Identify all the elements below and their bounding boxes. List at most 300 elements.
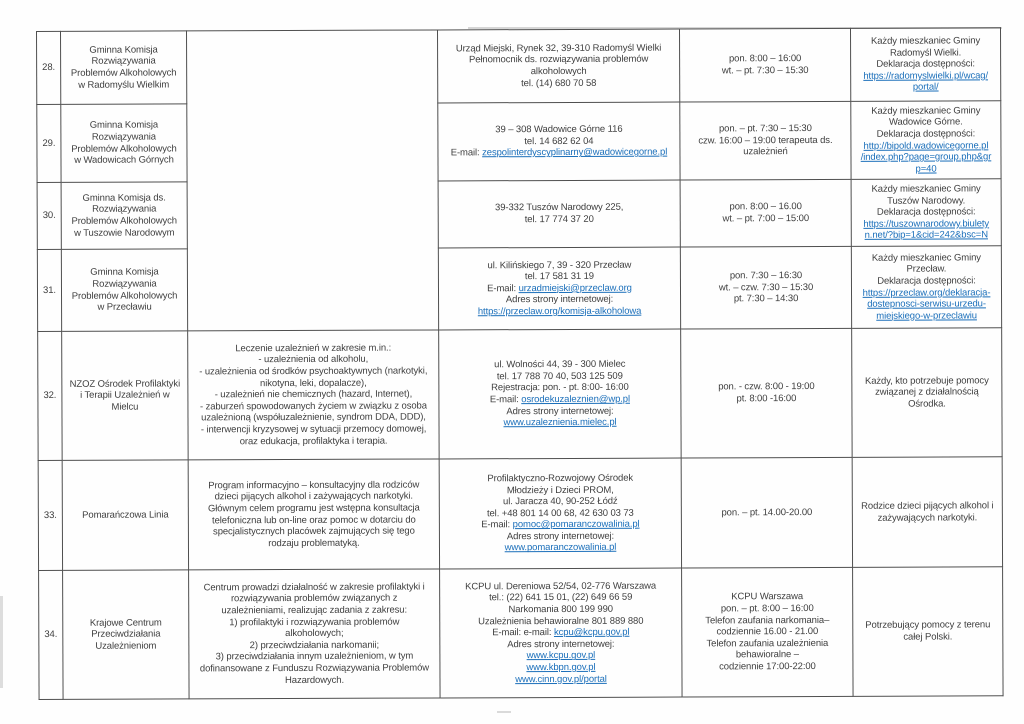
text-segment: Problemów Alkoholowych [71, 289, 178, 302]
text-segment: Problemów Alkoholowych [71, 215, 178, 227]
text-line [683, 135, 847, 147]
text-segment: pt. 7:30 – 14:30 [733, 293, 799, 305]
text-segment: Pełnomocnik ds. rozwiązywania problemów [468, 54, 649, 66]
cell-recipients [850, 28, 1000, 102]
text-line [192, 491, 436, 504]
hyperlink[interactable]: www.kcpu.gov.pl [526, 650, 596, 662]
text-line [683, 146, 847, 158]
text-line [443, 507, 678, 519]
text-segment: 39-332 Tuszów Narodowy 225, [495, 202, 624, 214]
text-line [441, 42, 676, 54]
text-segment: codziennie 17:00-22:00 [719, 660, 816, 673]
table-row [37, 246, 1001, 332]
text-line [65, 204, 184, 216]
text-line [855, 375, 998, 387]
text-line [192, 502, 436, 515]
text-line [192, 581, 436, 594]
table-row [37, 101, 1001, 183]
text-line [855, 163, 998, 175]
text-line [192, 514, 436, 527]
text-segment: oraz edukacja, profilaktyka i terapia. [239, 435, 388, 447]
text-line [64, 131, 183, 143]
text-line [192, 604, 436, 617]
text-segment: Rozwiązywania [92, 278, 157, 290]
cell-institution-name [61, 104, 187, 182]
cell-institution-name [63, 570, 189, 699]
text-line [685, 661, 849, 673]
cell-row-number: 34. [39, 570, 63, 699]
table-row [38, 457, 1002, 571]
hyperlink[interactable]: n.net/?bip=1&cid=242&bsc=N [864, 229, 988, 242]
text-segment: tel. 17 581 31 19 [524, 270, 595, 283]
text-line [685, 507, 849, 519]
text-segment: tel. 17 774 37 20 [524, 213, 594, 226]
text-segment: Deklaracja dostępności: [877, 275, 976, 287]
hyperlink[interactable]: dostepnosci-serwisu-urzedu- [867, 298, 986, 310]
text-line [683, 53, 847, 65]
text-segment: w Tuszowie Narodowym [74, 227, 175, 239]
text-line [191, 377, 435, 390]
text-line [854, 105, 997, 117]
table-row [39, 567, 1003, 700]
text-line [855, 195, 998, 207]
text-segment: NZOZ Ośrodek Profilaktyki [69, 378, 181, 390]
cell-recipients [851, 101, 1001, 180]
text-segment: Narkomania 800 199 990 [508, 603, 613, 616]
text-line [65, 227, 184, 239]
text-line [65, 302, 184, 314]
text-line [443, 542, 678, 554]
hyperlink[interactable]: https://radomyslwielki.pl/wcag/ [863, 70, 989, 82]
cell-hours [682, 567, 853, 697]
text-segment: czw. 16:00 – 19:00 terapeuta ds. [698, 134, 833, 147]
text-line [856, 620, 999, 632]
text-segment: Urząd Miejski, Rynek 32, 39-310 Radomyśl Wielki [455, 42, 662, 55]
text-line [443, 580, 678, 592]
text-segment: - interwencji kryzysowej w sytuacji przemocy domowej, [200, 423, 427, 436]
text-line [855, 275, 998, 287]
text-segment: E-mail: [489, 394, 522, 406]
text-line [64, 155, 183, 167]
text-line [855, 398, 998, 410]
text-line [66, 640, 185, 652]
text-segment: w Wadowicach Górnych [74, 154, 174, 166]
cell-description [187, 30, 439, 331]
text-line [442, 305, 677, 317]
text-line [443, 472, 678, 484]
text-line [855, 387, 998, 399]
cell-recipients [853, 567, 1003, 697]
cell-row-number: 32. [38, 331, 62, 460]
text-segment: tel.: (22) 641 15 01, (22) 649 66 59 [489, 592, 633, 604]
text-line [443, 673, 678, 685]
text-line [442, 282, 677, 294]
text-line [64, 79, 183, 91]
text-segment: Deklaracja dostępności: [876, 206, 976, 218]
text-line [191, 342, 435, 355]
text-line [443, 496, 678, 508]
cell-contact [437, 29, 679, 103]
text-line [854, 151, 997, 163]
text-segment: Młodzieży i Dzieci PROM, [506, 484, 614, 496]
text-segment: specjalistycznych placówek zajmujących się tego [213, 525, 415, 538]
text-line [191, 354, 435, 367]
text-segment: w Radomyślu Wielkim [78, 79, 170, 91]
hyperlink[interactable]: osrodekuzaleznien@wp.pl [521, 393, 631, 406]
text-line [442, 202, 677, 214]
text-segment: Rozwiązywania [92, 203, 157, 216]
cell-hours [680, 179, 851, 247]
text-line [441, 124, 676, 136]
text-line [856, 512, 999, 524]
institutions-table-body [37, 28, 1004, 700]
text-line [66, 617, 185, 629]
text-line [442, 394, 677, 406]
text-segment: pon. – pt. 7:30 – 15:30 [718, 123, 812, 135]
text-segment: rozwiązywania problemów związanych z [230, 593, 398, 605]
cell-row-number: 31. [37, 249, 61, 331]
text-segment: Program informacyjno – konsultacyjny dla rodziców [208, 479, 420, 492]
text-segment: tel. (14) 680 70 58 [521, 77, 597, 89]
hyperlink[interactable]: kcpu@kcpu.gov.pl [553, 626, 630, 639]
cell-contact [438, 180, 680, 248]
text-segment: KCPU ul. Dereniowa 52/54, 02-776 Warszawa [465, 580, 657, 593]
text-line [442, 271, 677, 283]
hyperlink[interactable]: pomoc@pomaranczowalinia.pl [512, 518, 640, 531]
text-line [441, 135, 676, 147]
text-segment: w Przecławiu [97, 301, 152, 313]
hyperlink[interactable]: zespolinterdyscyplinarny@wadowicegorne.pl [482, 146, 668, 159]
text-segment: tel. 14 682 62 04 [524, 135, 594, 147]
text-line [685, 614, 849, 626]
text-line [684, 293, 848, 305]
text-line [443, 604, 678, 616]
text-segment: Leczenie uzależnień w zakresie m.in.: [235, 342, 392, 355]
text-segment: Każdy mieszkaniec Gminy [871, 183, 981, 195]
text-segment: ul. Wolności 44, 39 - 300 Mielec [494, 358, 626, 371]
hyperlink[interactable]: www.kbpn.gov.pl [526, 661, 596, 674]
text-segment: ul. Kilińskiego 7, 39 - 320 Przecław [487, 259, 632, 271]
text-line [442, 370, 677, 382]
text-line [442, 259, 677, 271]
text-segment: alkoholowych; [285, 628, 344, 640]
hyperlink[interactable]: p=40 [915, 163, 937, 175]
cell-row-number: 29. [37, 104, 61, 182]
text-line [443, 650, 678, 662]
text-segment: 2) przeciwdziałania narkomanii; [249, 639, 380, 651]
text-line [854, 82, 997, 94]
text-segment: Uzależnieniom [95, 640, 157, 652]
text-line [443, 484, 678, 496]
text-line [443, 615, 678, 627]
text-line [192, 628, 436, 641]
text-segment: Pomarańczowa Linia [82, 509, 169, 521]
cell-recipients [852, 457, 1002, 568]
cell-hours [680, 246, 851, 329]
text-line [191, 400, 435, 413]
text-segment: tel. 17 788 70 40, 503 125 509 [496, 370, 623, 383]
text-segment: Telefon zaufania uzależnienia [706, 637, 829, 650]
text-segment: pon. 7:30 – 16:30 [729, 270, 803, 282]
text-line [64, 120, 183, 132]
text-line [192, 674, 436, 687]
text-segment: Gminna Komisja ds. [82, 192, 166, 204]
text-segment: 1) profilaktyki i rozwiązywania problemów [229, 616, 400, 628]
hyperlink[interactable]: miejskiego-w-przeclawiu [876, 310, 977, 322]
text-line [192, 537, 436, 550]
text-line [191, 412, 435, 425]
text-line [684, 282, 848, 294]
text-segment: alkoholowych [530, 65, 587, 78]
text-segment: codziennie 16.00 - 21.00 [716, 626, 819, 638]
text-line [855, 298, 998, 310]
hyperlink[interactable]: https://przeclaw.org/komisja-alkoholowa [477, 305, 642, 318]
text-segment: Tuszów Narodowy. [887, 195, 966, 207]
cell-hours [681, 457, 852, 568]
cell-recipients [851, 179, 1001, 247]
text-segment: Gminna Komisja [90, 266, 159, 279]
text-segment: telefoniczna lub on-line oraz pomoc w dotarciu do [211, 514, 416, 526]
text-line [854, 140, 997, 152]
text-line [65, 192, 184, 204]
text-segment: dofinansowane z Funduszu Rozwiązywania Problemów [199, 662, 430, 675]
text-line [684, 393, 848, 405]
text-line [856, 500, 999, 512]
text-line [685, 649, 849, 661]
text-line [443, 530, 678, 542]
text-segment: E-mail: [487, 282, 519, 294]
text-segment: związanej z działalnością [875, 386, 979, 398]
hyperlink[interactable]: https://tuszownarodowy.biulety [863, 218, 990, 230]
hyperlink[interactable]: https://przeclaw.org/deklaracja- [862, 286, 991, 299]
text-segment: Uzależnienia behawioralne 801 889 880 [478, 615, 644, 627]
text-line [685, 626, 849, 638]
text-segment: Każdy mieszkaniec Gminy [870, 35, 981, 47]
text-line [855, 264, 998, 276]
text-line [442, 214, 677, 226]
text-line [684, 201, 848, 213]
text-line [443, 638, 678, 650]
text-line [65, 290, 184, 302]
hyperlink[interactable]: http://bipold.wadowicegorne.pl [863, 139, 989, 152]
text-line [65, 390, 184, 402]
hyperlink[interactable]: www.cinn.gov.pl/portal [515, 673, 607, 685]
text-segment: Adres strony internetowej: [507, 638, 615, 650]
text-line [65, 401, 184, 413]
text-segment: całej Polski. [903, 631, 953, 643]
text-segment: uzależnień [743, 146, 788, 158]
text-line [191, 389, 435, 402]
text-line [854, 59, 997, 71]
cell-hours [681, 328, 852, 458]
cell-institution-name [61, 182, 187, 249]
text-line [855, 287, 998, 299]
text-segment: nikotyna, leki, dopalacze), [260, 377, 367, 389]
text-segment: Gminna Komisja [89, 119, 159, 132]
institutions-table [36, 27, 1004, 700]
text-segment: Adres strony internetowej: [505, 294, 614, 306]
text-line [65, 378, 184, 390]
text-segment: tel. +48 801 14 00 68, 42 630 03 73 [486, 507, 634, 519]
cell-hours [680, 101, 851, 180]
text-segment: pon. - czw. 8:00 - 19:00 [718, 381, 815, 393]
text-segment: Ośrodka. [908, 398, 946, 410]
text-segment: Mielcu [111, 401, 139, 413]
cell-contact [438, 102, 680, 181]
cell-contact [439, 458, 681, 569]
text-segment: wt. – pt. 7:30 – 15:30 [721, 65, 809, 77]
text-line [442, 417, 677, 429]
text-line [442, 359, 677, 371]
text-segment: i Terapii Uzależnień w [80, 389, 170, 402]
text-segment: Krajowe Centrum [89, 617, 162, 629]
text-line [684, 381, 848, 393]
text-segment: wt. – czw. 7:30 – 15:30 [718, 281, 814, 294]
text-segment: - zaburzeń spowodowanych życiem w związku z osoba [199, 400, 427, 413]
text-line [855, 218, 998, 230]
table-row [37, 179, 1001, 250]
text-segment: pon. 8:00 – 16:00 [728, 53, 802, 65]
text-segment: Przeciwdziałania [91, 628, 161, 640]
hyperlink[interactable]: www.uzaleznienia.mielec.pl [503, 416, 617, 429]
text-segment: Potrzebujący pomocy z terenu [865, 619, 991, 632]
text-segment: - uzależnienia od środków psychoaktywnych (narkotyki, [199, 365, 428, 378]
text-line [66, 629, 185, 641]
text-line [64, 143, 183, 155]
cell-institution-name [62, 460, 188, 570]
text-segment: dzieci pijących alkohol i zażywających narkotyki. [214, 490, 413, 503]
text-segment: Adres strony internetowej: [506, 405, 614, 417]
text-line [65, 215, 184, 227]
text-segment: - uzależnień nie chemicznych (hazard, Internet), [214, 388, 413, 401]
text-line [441, 54, 676, 66]
text-line [855, 230, 998, 242]
text-line [854, 70, 997, 82]
table-row [38, 328, 1002, 461]
text-line [442, 405, 677, 417]
text-line [442, 382, 677, 394]
hyperlink[interactable]: www.pomaranczowalinia.pl [504, 542, 617, 554]
text-segment: E-mail: [481, 519, 513, 531]
text-line [192, 593, 436, 606]
text-segment: rodzaju problematyką. [268, 537, 360, 549]
text-segment: Problemów Alkoholowych [70, 67, 177, 79]
cell-institution-name [61, 249, 187, 331]
text-segment: Każdy mieszkaniec Gminy [871, 252, 981, 264]
text-line [684, 213, 848, 225]
cell-row-number: 33. [38, 460, 62, 570]
hyperlink[interactable]: portal/ [912, 81, 939, 94]
text-line [683, 123, 847, 135]
text-segment: Hazardowych. [284, 674, 345, 686]
text-segment: pt. 8:00 -16:00 [736, 393, 797, 405]
text-line [192, 662, 436, 675]
text-segment: Problemów Alkoholowych [71, 142, 177, 155]
text-segment: Gminna Komisja [89, 44, 158, 56]
table-row [37, 28, 1001, 105]
cell-description [188, 459, 439, 570]
text-segment: wt. – pt. 7:00 – 15:00 [722, 213, 810, 225]
text-segment: Rozwiązywania [91, 131, 157, 143]
text-line [64, 44, 183, 56]
text-segment: Głównym celem programu jest wstępna konsultacja [207, 502, 420, 515]
text-line [854, 128, 997, 140]
text-segment: E-mail: e-mail: [492, 627, 554, 639]
text-segment: behawioralne – [735, 649, 799, 661]
cell-contact [438, 247, 680, 330]
text-line [66, 509, 185, 521]
text-segment: Wadowice Górne. [889, 116, 963, 129]
text-line [685, 603, 849, 615]
text-line [441, 77, 676, 89]
text-segment: uzależnieniami, realizując zadania z zakresu: [221, 604, 408, 617]
text-line [854, 35, 997, 47]
scan-artifact-left-edge [0, 596, 3, 688]
text-segment: KCPU Warszawa [731, 591, 804, 603]
text-line [442, 294, 677, 306]
cell-contact [440, 568, 682, 698]
text-line [64, 56, 183, 68]
text-segment: - uzależnienia od alkoholu, [258, 354, 369, 366]
text-line [192, 479, 436, 492]
text-segment: Rodzice dzieci pijących alkohol i [861, 500, 994, 512]
text-segment: Każdy mieszkaniec Gminy [871, 105, 981, 117]
cell-row-number: 30. [37, 182, 61, 249]
text-line [855, 252, 998, 264]
text-line [684, 270, 848, 282]
text-segment: Deklaracja dostępności: [876, 128, 976, 140]
text-line [855, 183, 998, 195]
text-line [443, 592, 678, 604]
text-line [441, 66, 676, 78]
text-segment: Deklaracja dostępności: [876, 58, 975, 70]
text-line [854, 47, 997, 59]
hyperlink[interactable]: /index.php?page=group.php&gr [860, 151, 992, 163]
text-segment: 3) przeciwdziałania innym uzależnieniom, w tym [215, 650, 414, 663]
hyperlink[interactable]: urzadmiejski@przeclaw.org [518, 282, 632, 294]
text-segment: Przecław. [906, 263, 947, 275]
text-line [192, 616, 436, 629]
text-line [65, 278, 184, 290]
text-line [443, 662, 678, 674]
text-line [192, 526, 436, 539]
text-segment: Rozwiązywania [91, 55, 156, 68]
cell-recipients [852, 328, 1002, 458]
text-segment: Adres strony internetowej: [506, 530, 615, 543]
text-line [854, 117, 997, 129]
text-segment: pon. – pt. 14.00-20.00 [721, 506, 813, 519]
text-line [64, 67, 183, 79]
text-segment: Profilaktyczno-Rozwojowy Ośrodek [487, 472, 634, 485]
text-segment: ul. Jaracza 40, 90-252 Łódź [503, 495, 618, 508]
text-line [192, 651, 436, 664]
text-line [192, 423, 436, 436]
text-segment: 39 – 308 Wadowice Górne 116 [495, 123, 623, 136]
cell-description [189, 569, 440, 699]
text-segment: Każdy, kto potrzebuje pomocy [864, 374, 989, 387]
cell-institution-name [61, 31, 187, 104]
text-segment: pon. 8:00 – 16.00 [729, 201, 802, 213]
text-line [855, 207, 998, 219]
cell-hours [679, 28, 850, 102]
text-line [65, 267, 184, 279]
text-line [685, 591, 849, 603]
text-segment: Radomyśl Wielki. [889, 47, 962, 59]
text-line [192, 435, 436, 448]
text-segment: uzależnioną (współuzależnienie, syndrom DDA, DDD), [201, 411, 426, 424]
text-segment: pon. – pt. 8:00 – 16:00 [720, 603, 814, 615]
text-segment: Rejestracja: pon. - pt. 8:00- 16:00 [491, 382, 629, 394]
